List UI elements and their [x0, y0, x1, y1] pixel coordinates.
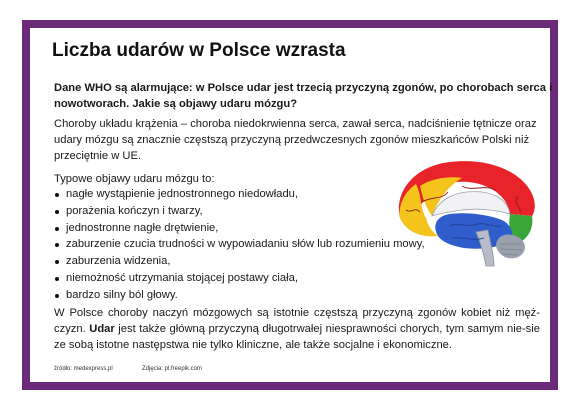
lead-paragraph: Dane WHO są alarmujące: w Polsce udar jest trzecią przyczyną zgonów, po chorobach serca i nowotworach. Jakie są objawy udaru mózgu? — [54, 82, 553, 110]
list-item: zaburzenia widzenia, — [54, 253, 434, 270]
intro-paragraph: Choroby układu krążenia – choroba niedokrwienna serca, zawał serca, nadciśnienie tętnicze oraz udary mózgu są znacznie częstszą przyczyną przedwczesnych zgonów mieszkańców Polski niż przeciętnie w UE. — [54, 118, 537, 162]
list-item: bardzo silny ból głowy. — [54, 287, 434, 304]
closing-paragraph — [54, 305, 540, 353]
brain-lobes-icon — [392, 156, 542, 268]
document-frame — [22, 20, 558, 390]
closing-text-bold: Udar — [89, 323, 115, 335]
list-item: niemożność utrzymania stojącej postawy ciała, — [54, 270, 434, 287]
photo-credit: Zdjęcia: pl.freepik.com — [142, 366, 203, 372]
closing-text-part2: jest także główną przyczyną długotrwałej niesprawności chorych, tym samym nie-sie ze sobą istotne następstwa nie tylko kliniczne, ale także socjalne i ekonomiczne. — [54, 323, 540, 351]
page-title: Liczba udarów w Polsce wzrasta — [52, 40, 346, 61]
symptoms-list — [54, 186, 434, 304]
list-item: nagłe wystąpienie jednostronnego niedowładu, — [54, 186, 434, 203]
symptoms-heading: Typowe objawy udaru mózgu to: — [54, 173, 215, 185]
closing-text-part1: W Polsce choroby naczyń mózgowych są istotnie częstszą przyczyną zgonów kobiet niż męż-czyzn. — [54, 307, 540, 335]
source-credit: źródło: medexpress.pl — [54, 366, 113, 372]
list-item: zaburzenie czucia trudności w wypowiadaniu słów lub rozumieniu mowy, — [54, 236, 434, 253]
list-item: jednostronne nagłe drętwienie, — [54, 220, 434, 237]
list-item: porażenia kończyn i twarzy, — [54, 203, 434, 220]
